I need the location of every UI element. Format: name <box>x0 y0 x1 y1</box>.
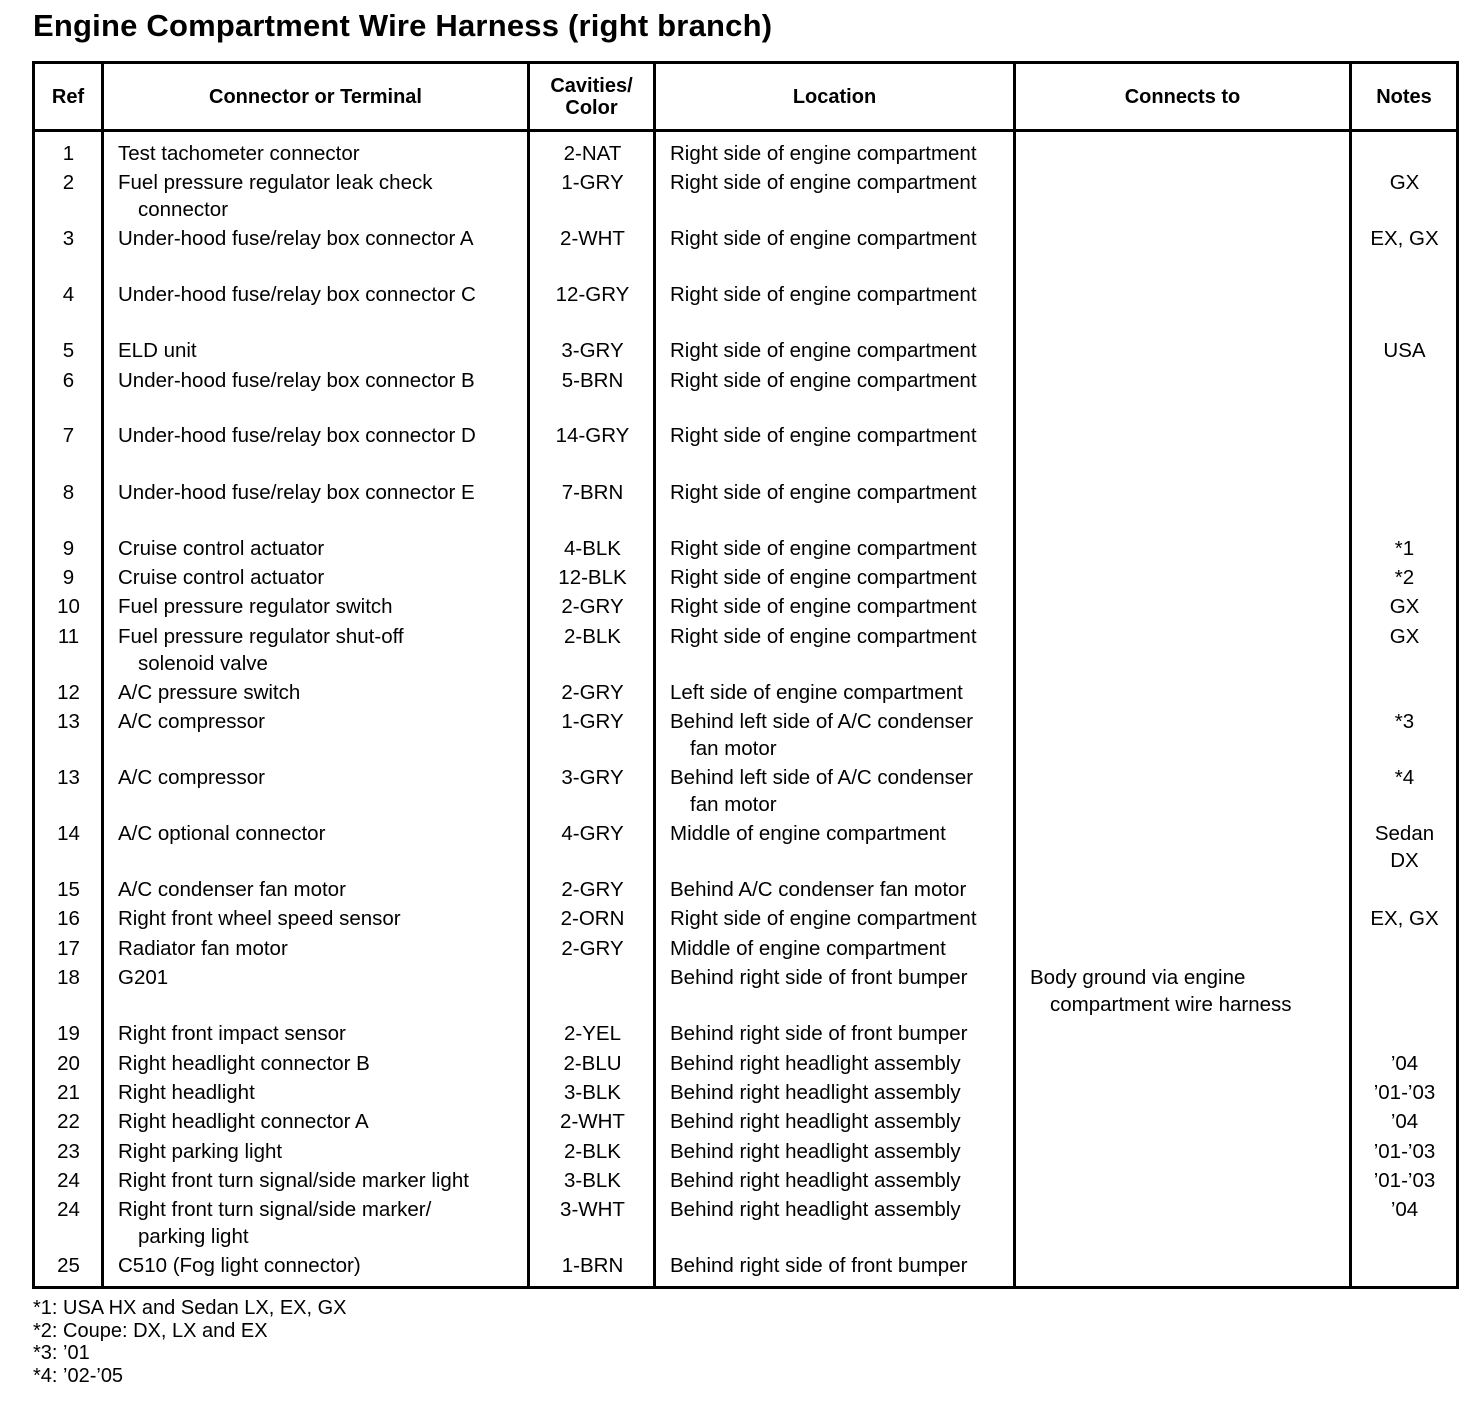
cell-location-line: Behind left side of A/C condenser <box>670 710 974 733</box>
cell-location <box>670 1167 961 1194</box>
cell-ref-line: 5 <box>62 339 75 362</box>
cell-cavities <box>531 367 654 394</box>
cell-notes-line: GX <box>1389 625 1420 648</box>
cell-location <box>670 281 977 308</box>
cell-notes <box>1353 1196 1456 1223</box>
cell-connector <box>118 1108 369 1135</box>
cell-location-line: Right side of engine compartment <box>670 227 977 250</box>
cell-notes-line: GX <box>1389 595 1420 618</box>
cell-connector-line: Under-hood fuse/relay box connector E <box>118 481 475 504</box>
cell-notes-line: USA <box>1383 339 1426 362</box>
cell-connector <box>118 1196 431 1250</box>
cell-cavities <box>531 876 654 903</box>
cell-connector <box>118 140 360 167</box>
cell-ref <box>35 876 102 903</box>
cell-cavities <box>531 708 654 735</box>
cell-location-line: Behind left side of A/C condenser <box>670 766 974 789</box>
cell-connector-line: Fuel pressure regulator switch <box>118 595 393 618</box>
cell-cavities <box>531 935 654 962</box>
cell-ref-line: 18 <box>57 966 80 989</box>
cell-location <box>670 169 977 196</box>
cell-notes-line: ’04 <box>1390 1198 1419 1221</box>
cell-cavities <box>531 1079 654 1106</box>
cell-location <box>670 337 977 364</box>
cell-cavities-line: 2-YEL <box>564 1022 621 1045</box>
cell-cavities-line: 3-WHT <box>560 1198 625 1221</box>
footnotes <box>33 1297 347 1387</box>
cell-cavities <box>531 820 654 847</box>
cell-location <box>670 964 967 991</box>
column-divider <box>1349 61 1352 1289</box>
cell-location-line: Behind right headlight assembly <box>670 1198 961 1221</box>
cell-location-line: Right side of engine compartment <box>670 339 977 362</box>
cell-connector-line: connector <box>138 198 229 221</box>
cell-connector <box>118 593 393 620</box>
header-connects-to: Connects to <box>1124 85 1241 108</box>
cell-connector-line: Radiator fan motor <box>118 937 288 960</box>
cell-cavities-line: 4-GRY <box>561 822 624 845</box>
cell-connector-line: ELD unit <box>118 339 197 362</box>
cell-notes <box>1353 337 1456 364</box>
cell-ref <box>35 1138 102 1165</box>
cell-location <box>670 876 966 903</box>
cell-notes-line: EX, GX <box>1370 907 1439 930</box>
header-cavities <box>530 64 653 129</box>
cell-cavities <box>531 1167 654 1194</box>
cell-connector <box>118 1167 469 1194</box>
cell-connector <box>118 564 324 591</box>
cell-location-line: Right side of engine compartment <box>670 142 977 165</box>
cell-ref <box>35 679 102 706</box>
cell-cavities <box>531 140 654 167</box>
cell-location-line: fan motor <box>690 737 777 760</box>
cell-connector-line: Under-hood fuse/relay box connector D <box>118 424 476 447</box>
cell-ref <box>35 1108 102 1135</box>
cell-cavities-line: 2-NAT <box>563 142 622 165</box>
cell-ref <box>35 1252 102 1279</box>
cell-location <box>670 905 977 932</box>
cell-location <box>670 935 946 962</box>
cell-notes-line: ’04 <box>1390 1052 1419 1075</box>
cell-ref-line: 22 <box>57 1110 80 1133</box>
cell-ref <box>35 820 102 847</box>
cell-location <box>670 679 963 706</box>
cell-connector-line: Right headlight connector A <box>118 1110 369 1133</box>
cell-notes-line: *3 <box>1394 710 1415 733</box>
cell-location <box>670 623 977 650</box>
cell-ref-line: 9 <box>62 537 75 560</box>
cell-cavities-line: 2-GRY <box>561 937 624 960</box>
cell-ref <box>35 1079 102 1106</box>
cell-ref <box>35 337 102 364</box>
cell-connector <box>118 1252 361 1279</box>
cell-ref-line: 7 <box>62 424 75 447</box>
cell-ref-line: 4 <box>62 283 75 306</box>
cell-ref <box>35 935 102 962</box>
cell-ref <box>35 281 102 308</box>
cell-cavities <box>531 479 654 506</box>
cell-location <box>670 820 946 847</box>
cell-cavities <box>531 281 654 308</box>
cell-connector-line: Under-hood fuse/relay box connector B <box>118 369 475 392</box>
cell-location-line: Right side of engine compartment <box>670 171 977 194</box>
cell-ref <box>35 593 102 620</box>
cell-location <box>670 1196 961 1223</box>
cell-ref-line: 2 <box>62 171 75 194</box>
cell-connector-line: Right parking light <box>118 1140 283 1163</box>
cell-location <box>670 225 977 252</box>
cell-cavities-line: 3-GRY <box>561 339 624 362</box>
cell-connector <box>118 1138 282 1165</box>
cell-cavities <box>531 679 654 706</box>
cell-cavities <box>531 1196 654 1223</box>
cell-ref <box>35 1050 102 1077</box>
footnote: *1: USA HX and Sedan LX, EX, GX <box>33 1297 347 1319</box>
cell-connector <box>118 479 475 506</box>
cell-connector <box>118 764 265 791</box>
cell-cavities-line: 3-GRY <box>561 766 624 789</box>
cell-cavities <box>531 764 654 791</box>
cell-location <box>670 708 973 762</box>
cell-connector-line: Cruise control actuator <box>118 537 325 560</box>
cell-ref-line: 14 <box>57 822 80 845</box>
cell-connector-line: Fuel pressure regulator shut-off <box>118 625 404 648</box>
cell-location <box>670 593 977 620</box>
cell-connector <box>118 281 476 308</box>
footnote: *3: ’01 <box>33 1342 90 1364</box>
cell-location-line: Right side of engine compartment <box>670 369 977 392</box>
cell-ref-line: 20 <box>57 1052 80 1075</box>
cell-cavities-line: 2-BLU <box>563 1052 622 1075</box>
cell-location-line: Behind right headlight assembly <box>670 1140 961 1163</box>
header-connector: Connector or Terminal <box>209 85 422 108</box>
cell-cavities <box>531 422 654 449</box>
cell-notes <box>1353 1167 1456 1194</box>
cell-ref-line: 24 <box>57 1198 80 1221</box>
cell-connector <box>118 964 168 991</box>
cell-cavities-line: 2-GRY <box>561 681 624 704</box>
cell-notes <box>1353 1108 1456 1135</box>
cell-cavities <box>531 1252 654 1279</box>
cell-ref-line: 11 <box>57 625 80 648</box>
cell-cavities <box>531 593 654 620</box>
cell-location <box>670 367 977 394</box>
cell-ref-line: 25 <box>57 1254 80 1277</box>
cell-connector <box>118 169 433 223</box>
cell-notes <box>1353 820 1456 874</box>
cell-connector <box>118 708 265 735</box>
cell-location-line: Left side of engine compartment <box>670 681 963 704</box>
cell-notes <box>1353 593 1456 620</box>
cell-ref-line: 13 <box>57 710 80 733</box>
cell-ref <box>35 422 102 449</box>
cell-cavities <box>531 1050 654 1077</box>
column-divider <box>527 61 530 1289</box>
cell-cavities <box>531 169 654 196</box>
cell-location <box>670 140 977 167</box>
cell-connector <box>118 876 346 903</box>
cell-cavities <box>531 337 654 364</box>
cell-notes-line: EX, GX <box>1370 227 1439 250</box>
cell-location-line: Right side of engine compartment <box>670 481 977 504</box>
cell-connector-line: A/C compressor <box>118 710 265 733</box>
cell-connector <box>118 935 288 962</box>
cell-ref <box>35 708 102 735</box>
page-title: Engine Compartment Wire Harness (right branch) <box>33 8 773 43</box>
cell-notes <box>1353 169 1456 196</box>
cell-ref-line: 23 <box>57 1140 80 1163</box>
cell-cavities <box>531 1020 654 1047</box>
cell-location-line: Middle of engine compartment <box>670 937 946 960</box>
cell-notes <box>1353 623 1456 650</box>
cell-location-line: Behind right headlight assembly <box>670 1169 961 1192</box>
cell-connector <box>118 367 475 394</box>
cell-location <box>670 535 977 562</box>
cell-notes-line: DX <box>1390 849 1419 872</box>
cell-location-line: Behind right side of front bumper <box>670 966 968 989</box>
cell-ref <box>35 169 102 196</box>
cell-location <box>670 1138 961 1165</box>
cell-connector-line: Right headlight <box>118 1081 255 1104</box>
footnote: *2: Coupe: DX, LX and EX <box>33 1319 268 1342</box>
cell-connector-line: G201 <box>118 966 169 989</box>
cell-notes <box>1353 1050 1456 1077</box>
cell-connector-line: Right front wheel speed sensor <box>118 907 401 930</box>
cell-ref-line: 17 <box>57 937 80 960</box>
cell-connector <box>118 1050 370 1077</box>
cell-connects-to-line: Body ground via engine <box>1030 966 1246 989</box>
cell-cavities <box>531 564 654 591</box>
cell-ref-line: 13 <box>57 766 80 789</box>
header-ref: Ref <box>51 85 85 108</box>
cell-location-line: Behind right headlight assembly <box>670 1110 961 1133</box>
cell-connector <box>118 679 300 706</box>
cell-connector <box>118 1079 255 1106</box>
cell-ref <box>35 1196 102 1223</box>
cell-ref <box>35 564 102 591</box>
cell-cavities <box>531 225 654 252</box>
cell-connector-line: Fuel pressure regulator leak check <box>118 171 433 194</box>
cell-ref-line: 12 <box>57 681 80 704</box>
cell-ref-line: 1 <box>62 142 75 165</box>
cell-location-line: Behind right side of front bumper <box>670 1022 968 1045</box>
cell-notes-line: Sedan <box>1374 822 1435 845</box>
cell-connects-to-line: compartment wire harness <box>1050 993 1292 1016</box>
cell-cavities <box>531 905 654 932</box>
cell-ref <box>35 1020 102 1047</box>
cell-ref-line: 15 <box>57 878 80 901</box>
cell-location <box>670 1079 961 1106</box>
cell-connector-line: solenoid valve <box>138 652 268 675</box>
cell-notes-line: ’01-’03 <box>1373 1140 1436 1163</box>
cell-connector-line: Cruise control actuator <box>118 566 325 589</box>
cell-notes-line: ’04 <box>1390 1110 1419 1133</box>
cell-notes <box>1353 764 1456 791</box>
cell-connector <box>118 422 476 449</box>
cell-location-line: Middle of engine compartment <box>670 822 946 845</box>
cell-location <box>670 422 977 449</box>
cell-notes <box>1353 1138 1456 1165</box>
cell-ref <box>35 225 102 252</box>
cell-notes <box>1353 1079 1456 1106</box>
cell-location <box>670 764 973 818</box>
cell-ref-line: 24 <box>57 1169 80 1192</box>
cell-location-line: Right side of engine compartment <box>670 907 977 930</box>
cell-ref-line: 8 <box>62 481 75 504</box>
cell-location-line: Right side of engine compartment <box>670 595 977 618</box>
header-location: Location <box>792 85 877 108</box>
cell-location-line: Behind A/C condenser fan motor <box>670 878 967 901</box>
cell-cavities-line: 2-GRY <box>561 878 624 901</box>
cell-connector <box>118 905 401 932</box>
cell-location-line: Right side of engine compartment <box>670 566 977 589</box>
cell-ref-line: 21 <box>57 1081 80 1104</box>
cell-notes-line: GX <box>1389 171 1420 194</box>
cell-notes <box>1353 225 1456 252</box>
cell-ref <box>35 367 102 394</box>
cell-connector-line: A/C pressure switch <box>118 681 301 704</box>
cell-ref-line: 16 <box>57 907 80 930</box>
cell-location <box>670 564 977 591</box>
cell-connector <box>118 337 197 364</box>
footnote: *4: ’02-’05 <box>33 1364 124 1387</box>
cell-cavities-line: 2-BLK <box>564 625 621 648</box>
cell-location <box>670 1020 967 1047</box>
cell-location-line: fan motor <box>690 793 777 816</box>
cell-cavities <box>531 623 654 650</box>
cell-connector-line: Right front turn signal/side marker light <box>118 1169 469 1192</box>
cell-notes-line: ’01-’03 <box>1373 1081 1436 1104</box>
cell-connector-line: A/C optional connector <box>118 822 326 845</box>
header-cavities-line1: Cavities/ <box>550 74 633 97</box>
cell-ref-line: 9 <box>62 566 75 589</box>
cell-location <box>670 1252 967 1279</box>
cell-cavities-line: 1-GRY <box>561 710 624 733</box>
cell-cavities-line: 3-BLK <box>564 1081 621 1104</box>
cell-location-line: Behind right headlight assembly <box>670 1052 961 1075</box>
cell-connector <box>118 535 324 562</box>
cell-connector <box>118 623 404 677</box>
column-divider <box>1013 61 1016 1289</box>
cell-ref-line: 3 <box>62 227 75 250</box>
cell-cavities-line: 3-BLK <box>564 1169 621 1192</box>
cell-notes <box>1353 708 1456 735</box>
cell-connector-line: Test tachometer connector <box>118 142 360 165</box>
cell-cavities-line: 7-BRN <box>561 481 624 504</box>
cell-cavities-line: 2-GRY <box>561 595 624 618</box>
cell-ref-line: 10 <box>57 595 80 618</box>
cell-cavities <box>531 1138 654 1165</box>
cell-cavities <box>531 535 654 562</box>
cell-connector-line: Right headlight connector B <box>118 1052 370 1075</box>
cell-cavities-line: 12-BLK <box>558 566 627 589</box>
cell-cavities-line: 2-ORN <box>560 907 625 930</box>
cell-connector-line: A/C condenser fan motor <box>118 878 346 901</box>
cell-cavities-line: 4-BLK <box>564 537 621 560</box>
cell-cavities-line: 5-BRN <box>561 369 624 392</box>
cell-connector <box>118 1020 346 1047</box>
cell-connector-line: C510 (Fog light connector) <box>118 1254 361 1277</box>
cell-location <box>670 479 977 506</box>
cell-location-line: Right side of engine compartment <box>670 625 977 648</box>
cell-ref <box>35 535 102 562</box>
cell-ref <box>35 1167 102 1194</box>
cell-cavities-line: 2-BLK <box>564 1140 621 1163</box>
cell-cavities <box>531 1108 654 1135</box>
cell-connects-to <box>1030 964 1292 1018</box>
cell-notes <box>1353 905 1456 932</box>
cell-notes-line: *1 <box>1394 537 1415 560</box>
cell-connector <box>118 225 474 252</box>
cell-notes-line: ’01-’03 <box>1373 1169 1436 1192</box>
cell-location-line: Right side of engine compartment <box>670 537 977 560</box>
cell-ref <box>35 964 102 991</box>
cell-ref-line: 6 <box>62 369 75 392</box>
cell-connector-line: Under-hood fuse/relay box connector C <box>118 283 476 306</box>
cell-cavities-line: 1-GRY <box>561 171 624 194</box>
cell-notes <box>1353 564 1456 591</box>
cell-connector-line: parking light <box>138 1225 249 1248</box>
cell-location <box>670 1050 961 1077</box>
header-divider <box>32 129 1459 132</box>
cell-connector-line: Right front impact sensor <box>118 1022 346 1045</box>
cell-cavities-line: 12-GRY <box>555 283 630 306</box>
cell-location-line: Behind right side of front bumper <box>670 1254 968 1277</box>
header-notes: Notes <box>1376 85 1432 108</box>
cell-connector-line: Under-hood fuse/relay box connector A <box>118 227 474 250</box>
cell-connector-line: Right front turn signal/side marker/ <box>118 1198 432 1221</box>
cell-cavities-line: 2-WHT <box>560 227 625 250</box>
cell-connector <box>118 820 325 847</box>
cell-ref <box>35 905 102 932</box>
cell-notes-line: *4 <box>1394 766 1415 789</box>
cell-location-line: Right side of engine compartment <box>670 283 977 306</box>
cell-cavities-line: 1-BRN <box>561 1254 624 1277</box>
cell-ref <box>35 764 102 791</box>
cell-notes <box>1353 535 1456 562</box>
cell-connector-line: A/C compressor <box>118 766 265 789</box>
cell-location <box>670 1108 961 1135</box>
cell-ref <box>35 623 102 650</box>
header-cavities-line2: Color <box>565 96 618 119</box>
cell-notes-line: *2 <box>1394 566 1415 589</box>
cell-location-line: Behind right headlight assembly <box>670 1081 961 1104</box>
cell-location-line: Right side of engine compartment <box>670 424 977 447</box>
cell-ref <box>35 140 102 167</box>
cell-cavities-line: 2-WHT <box>560 1110 625 1133</box>
cell-ref <box>35 479 102 506</box>
cell-cavities-line: 14-GRY <box>555 424 630 447</box>
cell-ref-line: 19 <box>57 1022 80 1045</box>
